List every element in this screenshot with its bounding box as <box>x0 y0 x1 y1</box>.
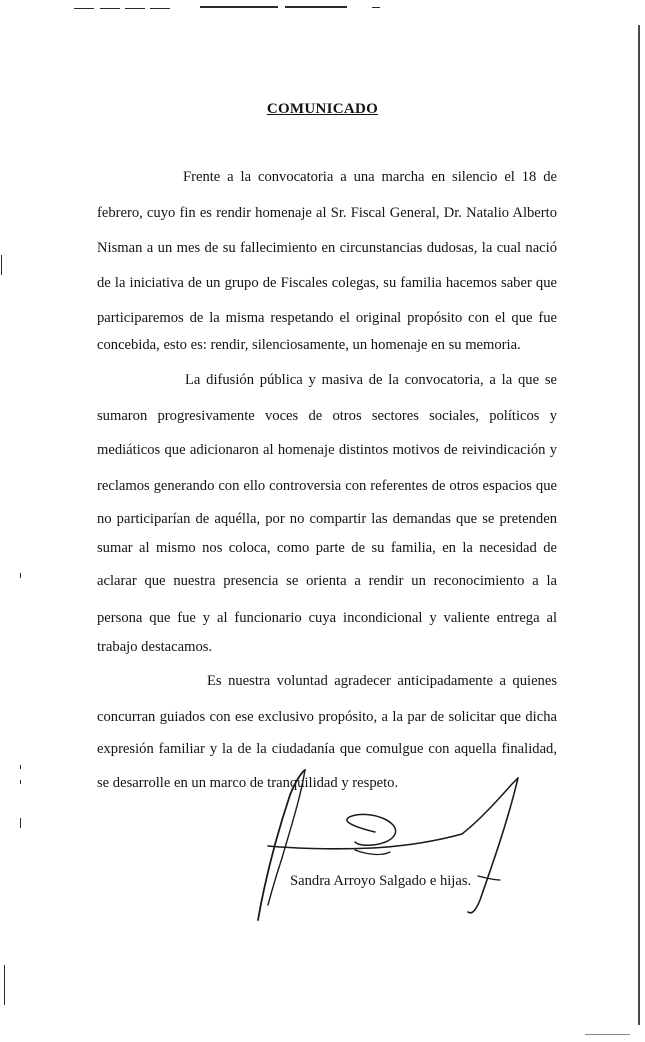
text-line: participaremos de la misma respetando el original propósito con el que fue <box>97 310 557 326</box>
text-line: persona que fue y al funcionario cuya incondicional y valiente entrega al <box>97 610 557 626</box>
text-line: de la iniciativa de un grupo de Fiscales colegas, su familia hacemos saber que <box>97 275 557 291</box>
text-line: Es nuestra voluntad agradecer anticipadamente a quienes <box>207 673 557 689</box>
text-line: febrero, cuyo fin es rendir homenaje al Sr. Fiscal General, Dr. Natalio Alberto <box>97 205 557 221</box>
text-line: sumaron progresivamente voces de otros sectores sociales, políticos y <box>97 408 557 424</box>
text-line: La difusión pública y masiva de la convocatoria, a la que se <box>185 372 557 388</box>
document-title: COMUNICADO <box>266 101 379 117</box>
text-line: reclamos generando con ello controversia con referentes de otros espacios que <box>97 478 557 494</box>
text-line: sumar al mismo nos coloca, como parte de su familia, en la necesidad de <box>97 540 557 556</box>
text-line: aclarar que nuestra presencia se orienta a rendir un reconocimiento a la <box>97 573 557 589</box>
text-line: se desarrolle en un marco de tranquilidad y respeto. <box>97 775 399 791</box>
text-line: trabajo destacamos. <box>97 639 213 655</box>
text-line: concurran guiados con ese exclusivo propósito, a la par de solicitar que dicha <box>97 709 557 725</box>
text-line: concebida, esto es: rendir, silenciosamente, un homenaje en su memoria. <box>97 337 521 353</box>
text-line: Frente a la convocatoria a una marcha en silencio el 18 de <box>183 169 557 185</box>
text-line: no participarían de aquélla, por no compartir las demandas que se pretenden <box>97 511 557 527</box>
text-line: mediáticos que adicionaron al homenaje distintos motivos de reivindicación y <box>97 442 557 458</box>
text-line: Nisman a un mes de su fallecimiento en circunstancias dudosas, la cual nació <box>97 240 557 256</box>
text-line: expresión familiar y la de la ciudadanía que comulgue con aquella finalidad, <box>97 741 557 757</box>
signature-name: Sandra Arroyo Salgado e hijas. <box>290 873 472 889</box>
